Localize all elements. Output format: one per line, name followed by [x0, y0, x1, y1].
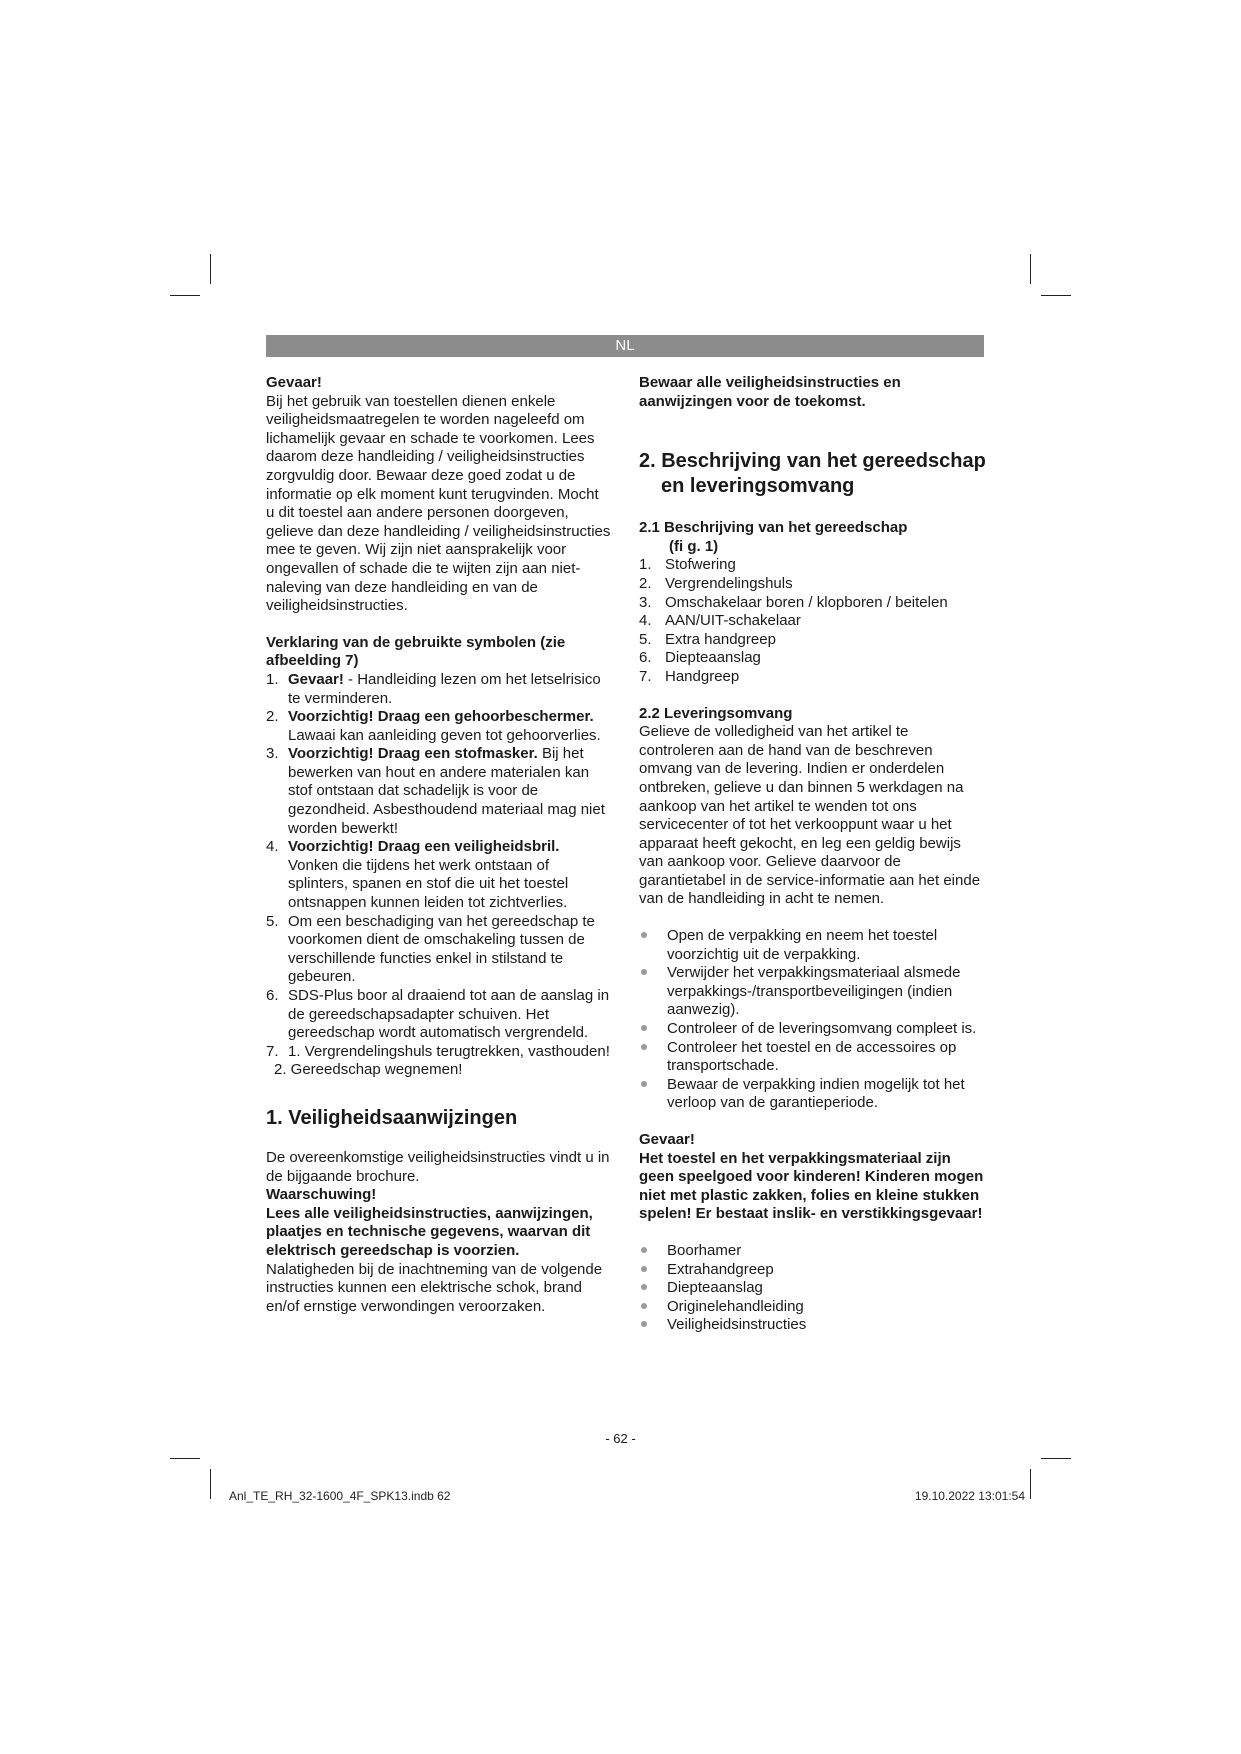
symbol-text: Vonken die tijdens het werk ontstaan of splinters, spanen en stof die uit het toestel ontsnappen kunnen leiden tot zichtverlies. — [288, 856, 569, 912]
crop-mark — [1030, 1469, 1031, 1499]
part-number: 5. — [639, 630, 652, 648]
footer-datetime: 19.10.2022 13:01:54 — [914, 1489, 1025, 1503]
section2-title: 2. Beschrijving van het gereedschap en leveringsomvang — [639, 450, 986, 498]
symbols-title: Verklaring van de gebruikte symbolen (zie afbeelding 7) — [266, 633, 566, 670]
delivery-item: Boorhamer — [639, 1242, 987, 1261]
warning-text: Nalatigheden bij de inachtneming van de volgende instructies kunnen een elektrische schok, brand en/of ernstige verwondingen veroorzaken. — [266, 1260, 603, 1315]
part-item — [639, 556, 987, 575]
symbol-text: 1. Vergrendelingshuls terugtrekken, vasthouden! — [288, 1042, 610, 1060]
part-number: 7. — [639, 667, 652, 685]
part-item — [639, 612, 987, 631]
section1-title: 1. Veiligheidsaanwijzingen — [266, 1106, 518, 1129]
delivery-item: Extrahandgreep — [639, 1261, 987, 1280]
crop-mark — [1041, 1458, 1071, 1459]
crop-mark — [210, 1469, 211, 1499]
symbol-bold: Voorzichtig! Draag een veiligheidsbril. — [288, 838, 560, 856]
part-label: Omschakelaar boren / klopboren / beitelen — [665, 593, 948, 611]
symbols-extra: 2. Gereedschap wegnemen! — [274, 1061, 463, 1079]
part-label: AAN/UIT-schakelaar — [665, 612, 801, 630]
unpacking-step: Open de verpakking en neem het toestel voorzichtig uit de verpakking. — [639, 927, 987, 964]
part-number: 1. — [639, 556, 652, 574]
part-item — [639, 649, 987, 668]
unpacking-step: Controleer of de leveringsomvang compleet is. — [639, 1020, 987, 1039]
part-number: 3. — [639, 593, 652, 611]
part-label: Diepteaanslag — [665, 649, 761, 667]
unpacking-steps-list — [639, 927, 987, 1113]
part-item — [639, 594, 987, 613]
part-number: 6. — [639, 649, 652, 667]
symbol-number: 2. — [266, 708, 279, 726]
symbol-item — [266, 671, 611, 708]
crop-mark — [170, 295, 200, 296]
delivery-item: Diepteaanslag — [639, 1279, 987, 1298]
danger2-title: Gevaar! — [639, 1131, 695, 1148]
right-column — [639, 374, 987, 1335]
page-number: - 62 - — [605, 1431, 636, 1446]
symbol-text: - Handleiding lezen om het letselrisico te verminderen. — [288, 670, 601, 707]
subsection-2-2-text: Gelieve de volledigheid van het artikel te controleren aan de hand van de beschreven omvang van de levering. Indien er onderdelen ontbreken, gelieve u dan binnen 5 werkdagen na aankoop van het artikel te wenden tot ons servicecenter of tot het verkooppunt waar u het apparaat heeft gekocht, en leg een geldig bewijs van aankoop voor. Gelieve daarvoor de garantietabel in de service-informatie aan het einde van de handleiding in acht te nemen. — [639, 723, 981, 908]
symbol-number: 1. — [266, 670, 279, 688]
symbol-number: 3. — [266, 745, 279, 763]
symbol-text: Lawaai kan aanleiding geven tot gehoorverlies. — [288, 726, 601, 744]
part-number: 2. — [639, 574, 652, 592]
symbol-bold: Voorzichtig! Draag een gehoorbeschermer. — [288, 708, 594, 726]
delivery-item: Originelehandleiding — [639, 1298, 987, 1317]
symbol-item — [266, 987, 611, 1043]
subsection-2-2-title: 2.2 Leveringsomvang — [639, 704, 793, 722]
warning-title: Waarschuwing! — [266, 1186, 377, 1204]
part-item — [639, 631, 987, 650]
part-label: Vergrendelingshuls — [665, 574, 793, 592]
subsection-2-1-title: 2.1 Beschrijving van het gereedschap — [639, 519, 908, 537]
delivery-contents-list — [639, 1242, 987, 1335]
symbol-number: 5. — [266, 912, 279, 930]
symbol-number: 7. — [266, 1042, 279, 1060]
parts-list — [639, 556, 987, 686]
symbols-list — [266, 671, 611, 1061]
language-label: NL — [615, 337, 635, 354]
part-label: Handgreep — [665, 667, 740, 685]
part-number: 4. — [639, 612, 652, 630]
symbol-item — [266, 745, 611, 838]
symbol-item — [266, 1043, 611, 1062]
unpacking-step: Controleer het toestel en de accessoires op transportschade. — [639, 1039, 987, 1076]
symbol-text: Om een beschadiging van het gereedschap te voorkomen dient de omschakeling tussen de verschillende functies enkel in stilstand te gebeuren. — [288, 912, 595, 986]
crop-mark — [1030, 254, 1031, 284]
crop-mark — [210, 254, 211, 284]
part-label: Extra handgreep — [665, 630, 776, 648]
symbol-item — [266, 913, 611, 987]
danger-title: Gevaar! — [266, 374, 322, 391]
keep-instructions-text: Bewaar alle veiligheidsinstructies en aanwijzingen voor de toekomst. — [639, 374, 901, 410]
subsection-2-1-fig: (fi g. 1) — [669, 537, 719, 555]
unpacking-step: Verwijder het verpakkingsmateriaal alsmede verpakkings-/transportbeveiligingen (indien aanwezig). — [639, 964, 987, 1020]
crop-mark — [1041, 295, 1071, 296]
danger-text: Bij het gebruik van toestellen dienen enkele veiligheidsmaatregelen te worden nageleefd om lichamelijk gevaar en schade te voorkomen. Lees daarom deze handleiding / veiligheidsinstructies zorgvuldig door. Bewaar deze goed zodat u de informatie op elk moment kunt terugvinden. Mocht u dit toestel aan andere personen doorgeven, gelieve dan deze handleiding / veiligheidsinstructies mee te geven. Wij zijn niet aansprakelijk voor ongevallen of schade die te wijten zijn aan niet-naleving van deze handleiding en van de veiligheidsinstructies. — [266, 392, 611, 615]
symbol-text: Bij het bewerken van hout en andere materialen kan stof ontstaan dat schadelijk is voor de gezondheid. Asbesthoudend materiaal mag niet worden bewerkt! — [288, 745, 605, 837]
symbol-item — [266, 838, 611, 912]
section1-text: De overeenkomstige veiligheidsinstructies vindt u in de bijgaande brochure. — [266, 1148, 610, 1185]
symbol-text: SDS-Plus boor al draaiend tot aan de aanslag in de gereedschapsadapter schuiven. Het gereedschap wordt automatisch vergrendeld. — [288, 987, 610, 1042]
symbol-number: 4. — [266, 838, 279, 856]
symbol-bold: Voorzichtig! Draag een stofmasker. — [288, 745, 538, 763]
symbol-bold: Gevaar! — [288, 670, 344, 688]
part-item — [639, 668, 987, 687]
part-label: Stofwering — [665, 556, 736, 574]
danger2-text: Het toestel en het verpakkingsmateriaal zijn geen speelgoed voor kinderen! Kinderen mogen niet met plastic zakken, folies en kleine stukken spelen! Er bestaat inslik- en verstikkingsgevaar! — [639, 1149, 984, 1223]
delivery-item: Veiligheidsinstructies — [639, 1316, 987, 1335]
symbol-number: 6. — [266, 987, 279, 1004]
part-item — [639, 575, 987, 594]
language-header-bar — [266, 335, 984, 357]
footer-filename: Anl_TE_RH_32-1600_4F_SPK13.indb 62 — [229, 1489, 451, 1503]
crop-mark — [170, 1458, 200, 1459]
unpacking-step: Bewaar de verpakking indien mogelijk tot het verloop van de garantieperiode. — [639, 1076, 987, 1113]
left-column — [266, 374, 611, 1316]
warning-bold-text: Lees alle veiligheidsinstructies, aanwijzingen, plaatjes en technische gegevens, waarvan dit elektrisch gereedschap is voorzien. — [266, 1204, 593, 1259]
symbol-item — [266, 708, 611, 745]
